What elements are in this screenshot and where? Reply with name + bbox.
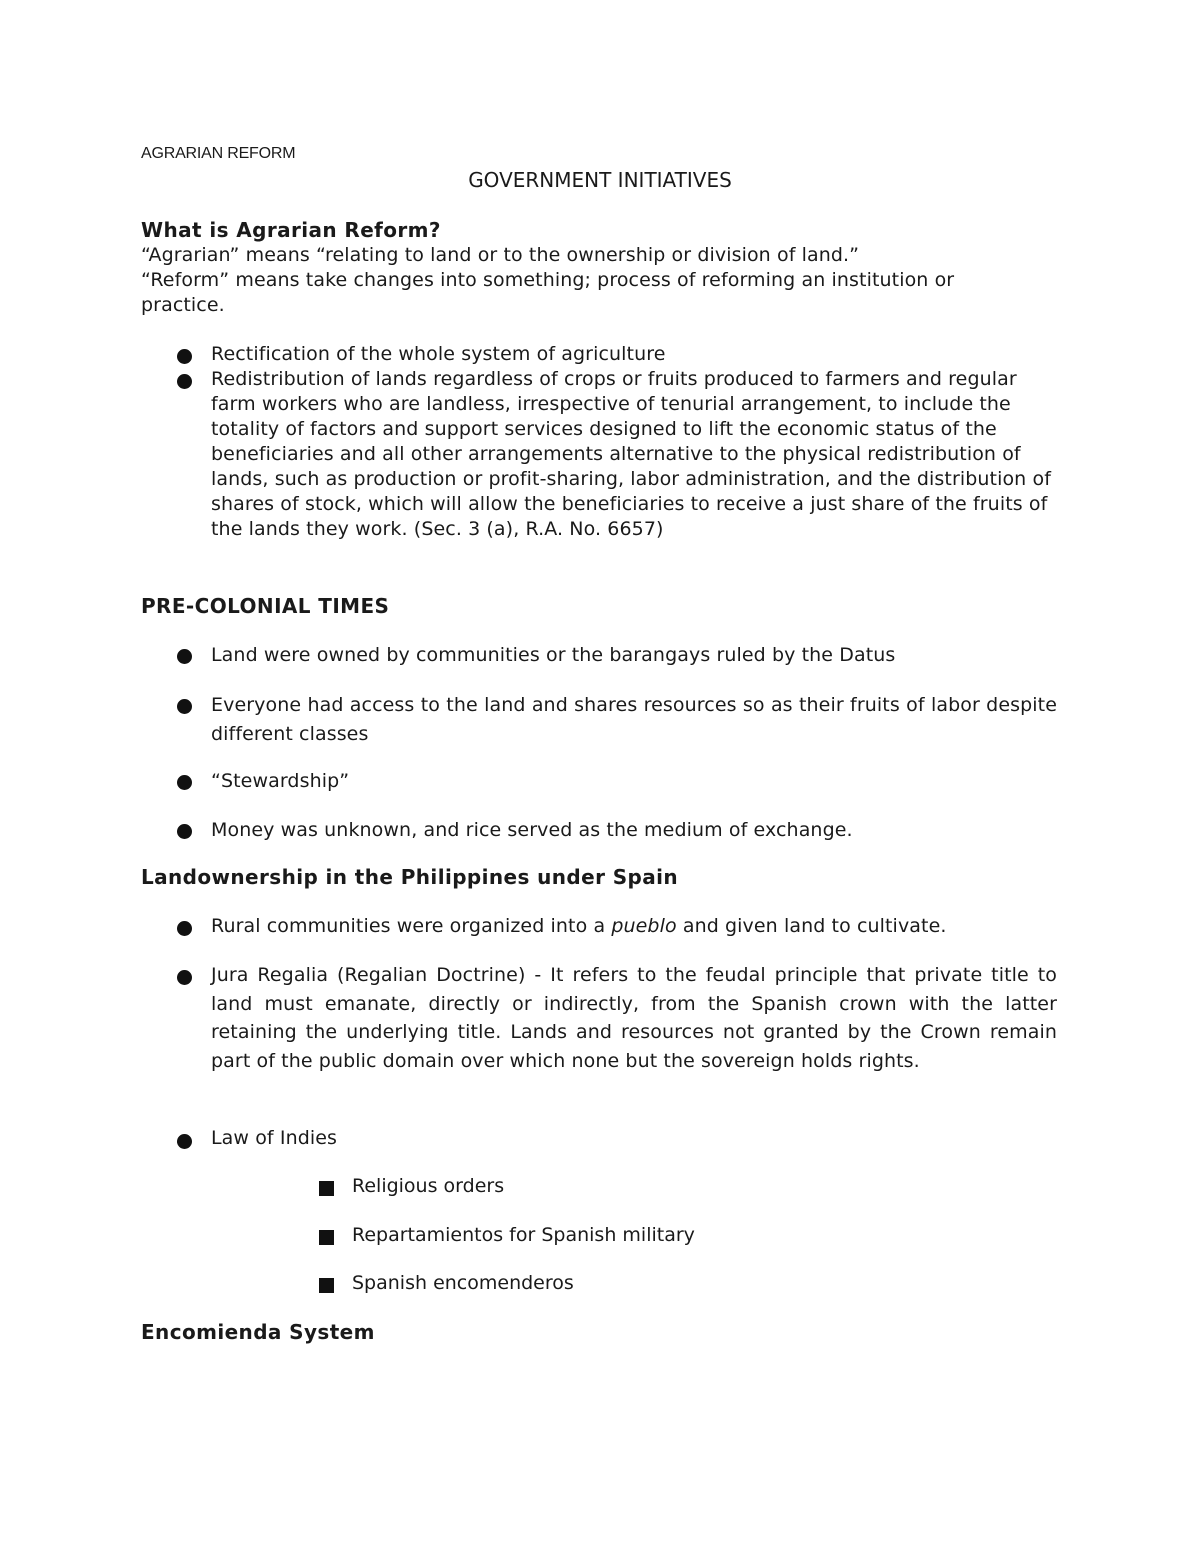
spain-bullet-pueblo xyxy=(211,912,1057,941)
definition-line-agrarian: “Agrarian” means “relating to land or to the ownership or division of land.” xyxy=(141,244,860,266)
pueblo-text-before: Rural communities were organized into a xyxy=(211,915,612,937)
document-title: GOVERNMENT INITIATIVES xyxy=(468,168,732,192)
spain-bullet-law-of-indies: Law of Indies xyxy=(211,1127,338,1149)
subbullet-religious-orders: Religious orders xyxy=(352,1175,505,1197)
bullet-icon xyxy=(177,699,192,714)
precolonial-bullet-communities: Land were owned by communities or the barangays ruled by the Datus xyxy=(211,644,896,666)
square-bullet-icon xyxy=(319,1278,334,1293)
subbullet-encomenderos: Spanish encomenderos xyxy=(352,1272,574,1294)
definition-line-reform: “Reform” means take changes into something; process of reforming an institution or xyxy=(141,269,955,291)
pueblo-text-after: and given land to cultivate. xyxy=(676,915,947,937)
heading-encomienda-system: Encomienda System xyxy=(141,1320,375,1344)
square-bullet-icon xyxy=(319,1181,334,1196)
bullet-icon xyxy=(177,775,192,790)
pueblo-term: pueblo xyxy=(611,915,677,937)
subbullet-repartamientos: Repartamientos for Spanish military xyxy=(352,1224,695,1246)
bullet-icon xyxy=(177,824,192,839)
precolonial-bullet-money: Money was unknown, and rice served as the medium of exchange. xyxy=(211,819,853,841)
definition-line-practice: practice. xyxy=(141,294,225,316)
bullet-icon xyxy=(177,1134,192,1149)
bullet-icon xyxy=(177,374,192,389)
bullet-icon xyxy=(177,970,192,985)
definition-bullet-redistribution: Redistribution of lands regardless of crops or fruits produced to farmers and regular farm workers who are landless, irrespective of tenurial arrangement, to include the totality of factors and support services designed to lift the economic status of the beneficiaries and all other arrangements alternative to the physical redistribution of lands, such as production or profit-sharing, labor administration, and the distribution of shares of stock, which will allow the beneficiaries to receive a just share of the fruits of the lands they work. (Sec. 3 (a), R.A. No. 6657) xyxy=(211,368,1051,540)
spain-bullet-jura-regalia: Jura Regalia (Regalian Doctrine) - It refers to the feudal principle that private title to land must emanate, directly or indirectly, from the Spanish crown with the latter retaining the underlying title. Lands and resources not granted by the Crown remain part of the public domain over which none but the sovereign holds rights. xyxy=(211,964,1057,1072)
bullet-icon xyxy=(177,921,192,936)
precolonial-bullet-stewardship: “Stewardship” xyxy=(211,770,350,792)
document-label: AGRARIAN REFORM xyxy=(141,145,296,162)
precolonial-bullet-access: Everyone had access to the land and shares resources so as their fruits of labor despite different classes xyxy=(211,694,1057,745)
heading-what-is-agrarian-reform: What is Agrarian Reform? xyxy=(141,218,441,242)
square-bullet-icon xyxy=(319,1230,334,1245)
definition-bullet-rectification: Rectification of the whole system of agriculture xyxy=(211,343,666,365)
heading-landownership-under-spain: Landownership in the Philippines under Spain xyxy=(141,865,679,889)
bullet-icon xyxy=(177,649,192,664)
heading-pre-colonial-times: PRE-COLONIAL TIMES xyxy=(141,594,390,618)
bullet-icon xyxy=(177,349,192,364)
